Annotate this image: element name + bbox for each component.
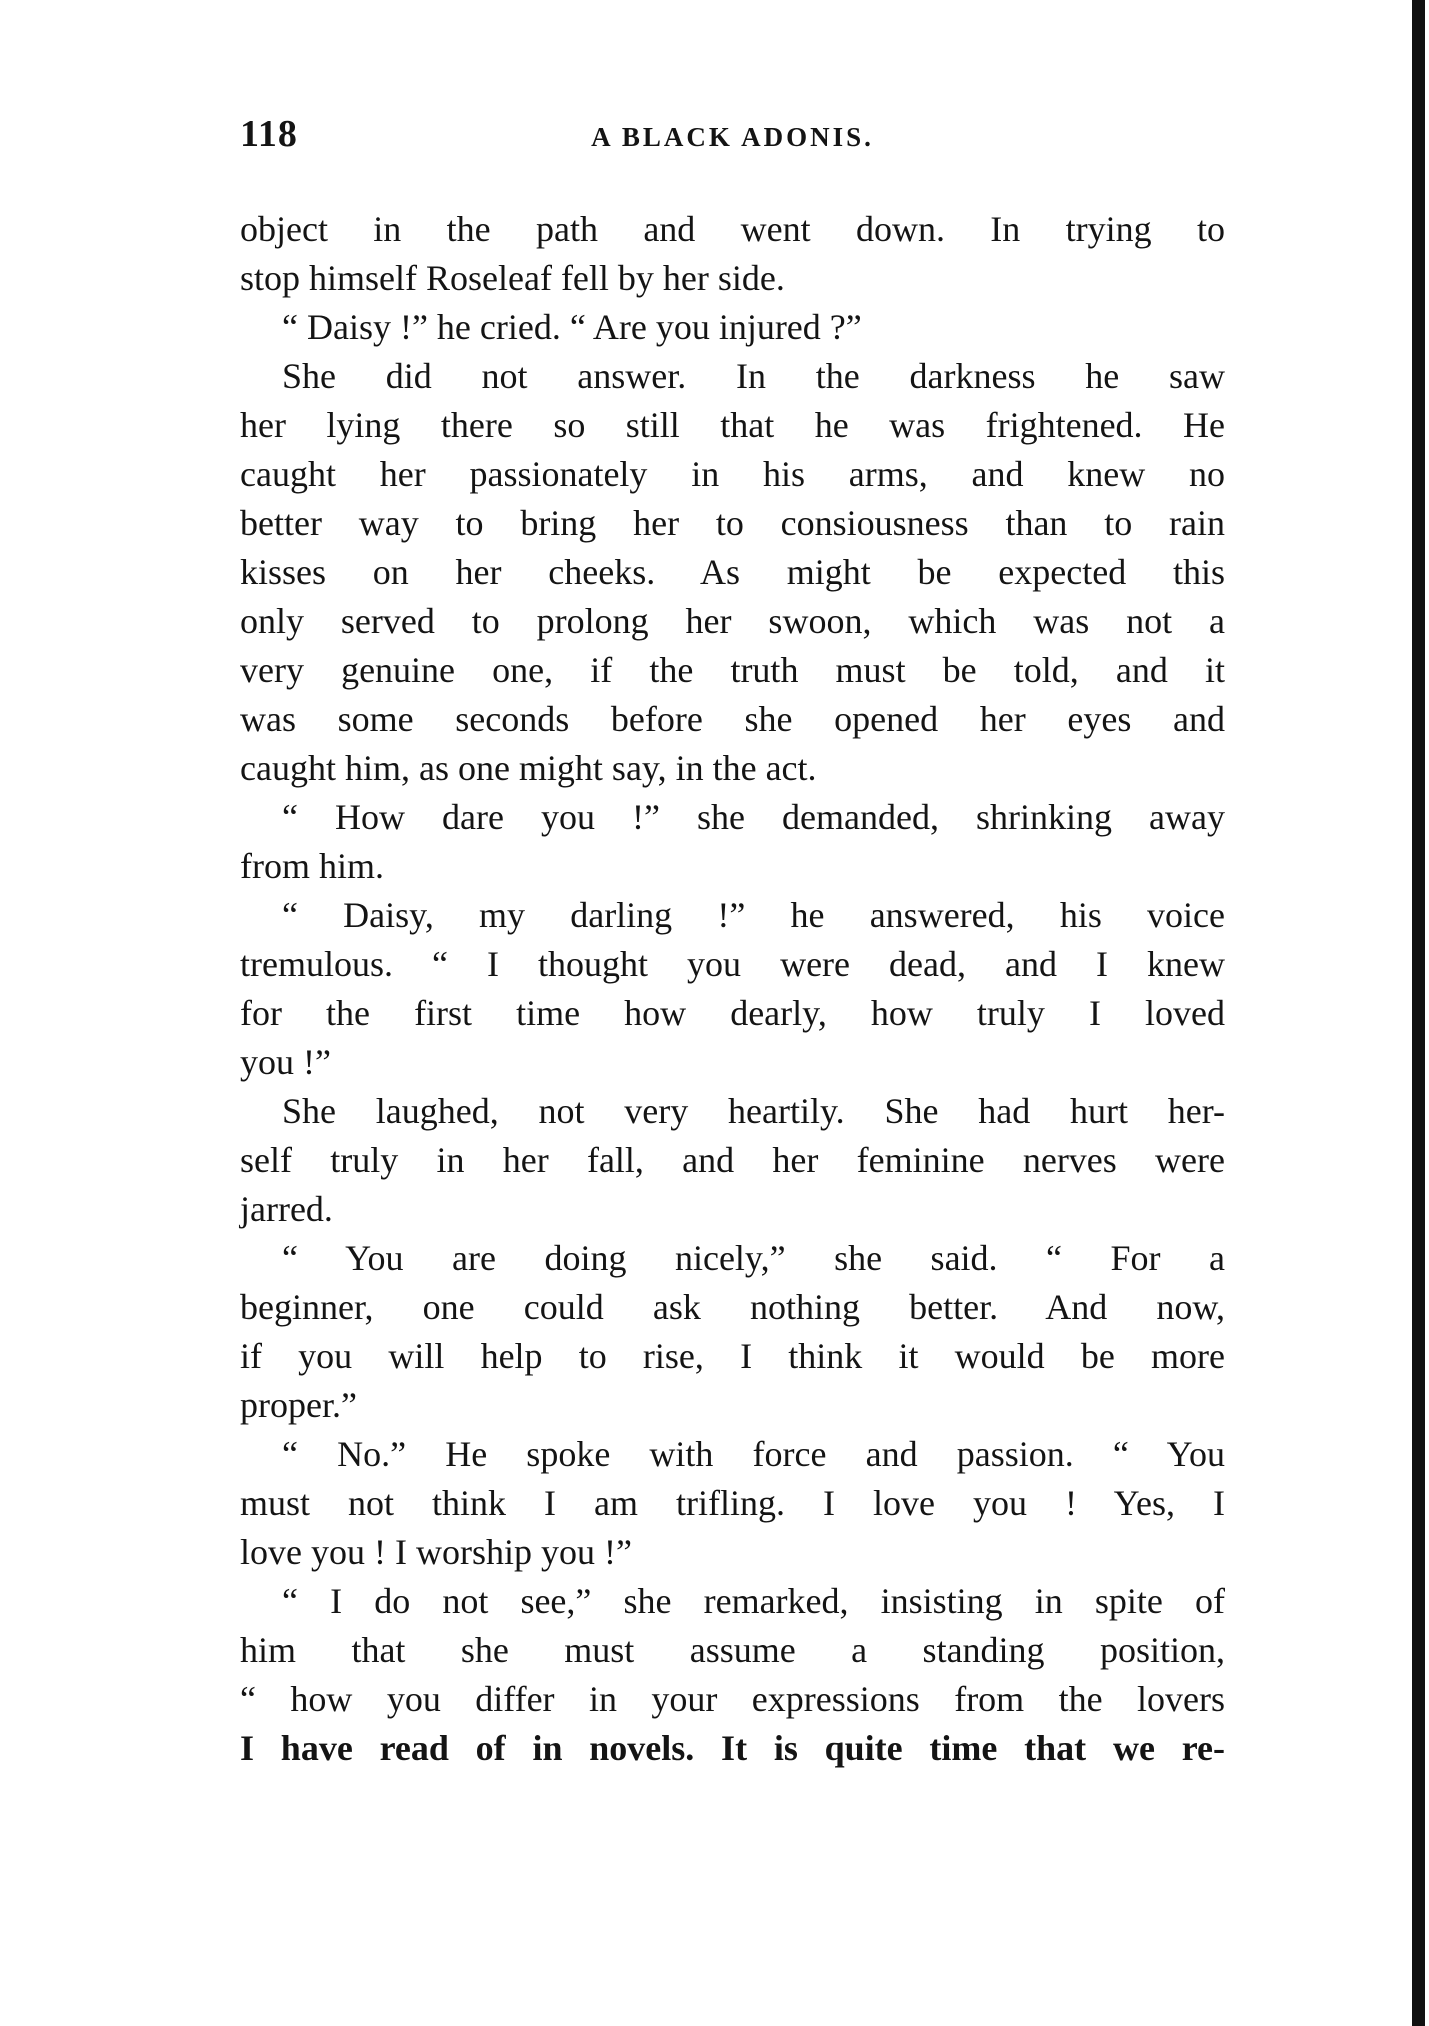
text-line: was some seconds before she opened her eyes and [240, 699, 1225, 739]
text-line: tremulous. “ I thought you were dead, and I knew [240, 944, 1225, 984]
text-line: love you ! I worship you !” [240, 1532, 632, 1572]
text-line: She laughed, not very heartily. She had hurt her- [282, 1091, 1225, 1131]
body-text [240, 205, 1225, 1773]
text-line: only served to prolong her swoon, which was not a [240, 601, 1225, 641]
text-line: her lying there so still that he was frightened. He [240, 405, 1225, 445]
text-line: you !” [240, 1042, 331, 1082]
text-line: “ how you differ in your expressions from the lovers [240, 1679, 1225, 1719]
text-line: jarred. [240, 1189, 333, 1229]
text-line: caught him, as one might say, in the act. [240, 748, 817, 788]
text-line: better way to bring her to consiousness than to rain [240, 503, 1225, 543]
text-line: if you will help to rise, I think it would be more [240, 1336, 1225, 1376]
page-number: 118 [240, 113, 298, 155]
text-line: very genuine one, if the truth must be told, and it [240, 650, 1225, 690]
text-line: I have read of in novels. It is quite time that we re- [240, 1728, 1225, 1768]
text-line: She did not answer. In the darkness he saw [282, 356, 1225, 396]
text-line: from him. [240, 846, 384, 886]
text-line: for the first time how dearly, how truly I loved [240, 993, 1225, 1033]
text-line: must not think I am trifling. I love you ! Yes, I [240, 1483, 1225, 1523]
text-line: caught her passionately in his arms, and knew no [240, 454, 1225, 494]
running-head [240, 112, 1225, 172]
text-line: “ No.” He spoke with force and passion. “ You [282, 1434, 1225, 1474]
text-line: kisses on her cheeks. As might be expected this [240, 552, 1225, 592]
text-line: self truly in her fall, and her feminine nerves were [240, 1140, 1225, 1180]
text-line: object in the path and went down. In trying to [240, 209, 1225, 249]
text-line: beginner, one could ask nothing better. And now, [240, 1287, 1225, 1327]
text-line: stop himself Roseleaf fell by her side. [240, 258, 785, 298]
text-line: “ Daisy !” he cried. “ Are you injured ?” [282, 307, 862, 347]
text-line: “ Daisy, my darling !” he answered, his voice [282, 895, 1225, 935]
text-line: “ How dare you !” she demanded, shrinking away [282, 797, 1225, 837]
text-line: “ You are doing nicely,” she said. “ For a [282, 1238, 1225, 1278]
text-line: him that she must assume a standing position, [240, 1630, 1225, 1670]
running-title: A BLACK ADONIS. [591, 122, 874, 152]
text-line: proper.” [240, 1385, 357, 1425]
page-edge-shadow [1412, 0, 1425, 2026]
text-line: “ I do not see,” she remarked, insisting in spite of [282, 1581, 1225, 1621]
